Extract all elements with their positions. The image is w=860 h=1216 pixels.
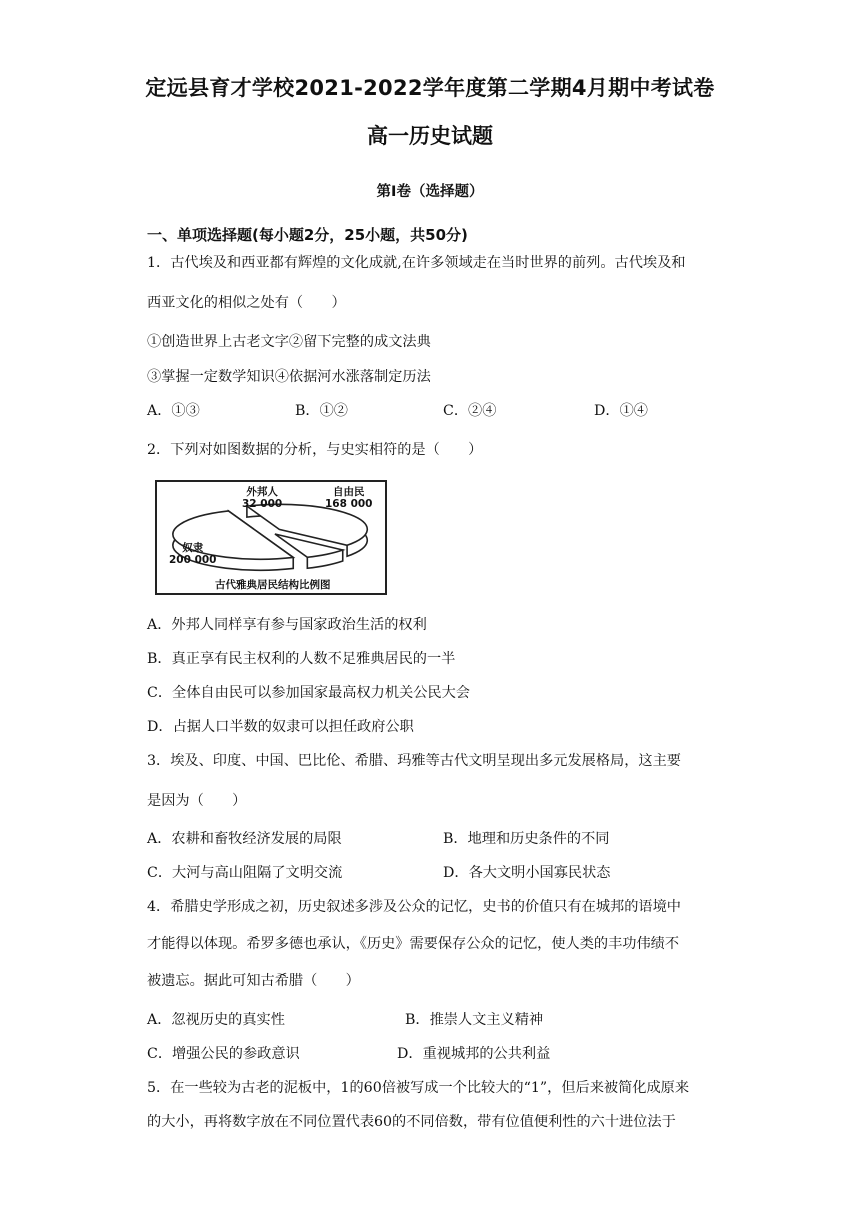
slice-value-foreigners: 32 000 [242,498,283,510]
q4-option-b[interactable]: B．推崇人文主义精神 [405,1012,544,1028]
q1-stem-line2: 西亚文化的相似之处有（ ） [147,295,346,311]
q4-option-c[interactable]: C．增强公民的参政意识 [147,1046,300,1062]
q4-stem-line2: 才能得以体现。希罗多德也承认，《历史》需要保存公众的记忆，使人类的丰功伟绩不 [147,936,680,952]
section-heading: 一、单项选择题(每小题2分，25小题，共50分) [147,226,468,244]
q1-statement-2: ③掌握一定数学知识④依据河水涨落制定历法 [147,369,431,385]
q5-stem-line2: 的大小，再将数字放在不同位置代表60的不同倍数，带有位值便利性的六十进位法于 [147,1114,676,1130]
q1-option-b[interactable]: B．①② [295,403,348,419]
q2-option-d[interactable]: D．占据人口半数的奴隶可以担任政府公职 [147,719,414,735]
slice-value-freemen: 168 000 [325,498,373,510]
q1-option-a[interactable]: A．①③ [147,403,200,419]
q5-stem-line1: 5．在一些较为古老的泥板中，1的60倍被写成一个比较大的“1”，但后来被简化成原来 [147,1080,690,1096]
slice-value-slaves: 200 000 [169,554,217,566]
q3-stem-line2: 是因为（ ） [147,793,247,809]
q2-option-a[interactable]: A．外邦人同样享有参与国家政治生活的权利 [147,617,427,633]
chart-title: 古代雅典居民结构比例图 [215,579,331,591]
q4-option-d[interactable]: D．重视城邦的公共利益 [397,1046,551,1062]
q3-option-c[interactable]: C．大河与高山阻隔了文明交流 [147,865,343,881]
q2-option-c[interactable]: C．全体自由民可以参加国家最高权力机关公民大会 [147,685,470,701]
q3-option-a[interactable]: A．农耕和畜牧经济发展的局限 [147,831,342,847]
q4-stem-line1: 4．希腊史学形成之初，历史叙述多涉及公众的记忆，史书的价值只有在城邦的语境中 [147,899,681,915]
population-pie-chart [155,480,387,595]
q1-option-c[interactable]: C．②④ [443,403,497,419]
q3-stem-line1: 3．埃及、印度、中国、巴比伦、希腊、玛雅等古代文明呈现出多元发展格局，这主要 [147,753,681,769]
q2-stem: 2．下列对如图数据的分析，与史实相符的是（ ） [147,442,483,458]
q3-option-d[interactable]: D．各大文明小国寡民状态 [443,865,611,881]
slice-label-slaves: 奴隶 [182,542,204,554]
q1-option-d[interactable]: D．①④ [594,403,648,419]
slice-label-freemen: 自由民 [333,486,365,498]
exam-title: 定远县育才学校2021-2022学年度第二学期4月期中考试卷 [145,76,715,100]
q4-option-a[interactable]: A．忽视历史的真实性 [147,1012,285,1028]
exam-subtitle: 高一历史试题 [367,124,493,148]
part-heading: 第Ⅰ卷（选择题） [376,184,484,200]
q1-stem-line1: 1．古代埃及和西亚都有辉煌的文化成就,在许多领域走在当时世界的前列。古代埃及和 [147,255,686,271]
q4-stem-line3: 被遗忘。据此可知古希腊（ ） [147,973,360,989]
q3-option-b[interactable]: B．地理和历史条件的不同 [443,831,610,847]
slice-label-foreigners: 外邦人 [246,486,278,498]
q1-statement-1: ①创造世界上古老文字②留下完整的成文法典 [147,334,431,350]
q2-option-b[interactable]: B．真正享有民主权利的人数不足雅典居民的一半 [147,651,456,667]
